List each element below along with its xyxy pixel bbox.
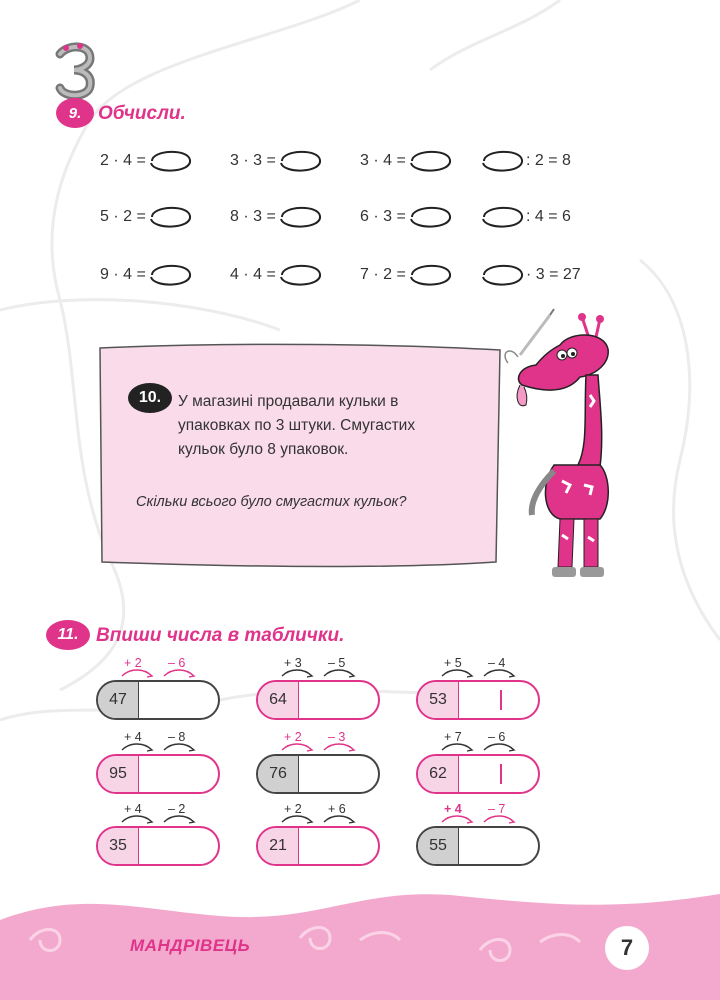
operation-2: – 7 [488,802,506,816]
start-number: 35 [98,828,139,864]
operation-2: – 6 [488,730,506,744]
task-11-title: Впиши числа в таблички. [96,625,345,646]
operation-2: – 4 [488,656,506,670]
equation [100,202,194,232]
operations-label [256,802,380,822]
answer-oval[interactable] [478,202,526,232]
page-number: 7 [605,926,649,970]
equation-text: 5 · 2 = [100,208,146,225]
operations-label [96,730,220,750]
operation-1: + 4 [124,802,142,816]
operations-label [256,656,380,676]
operation-2: – 5 [328,656,346,670]
equation-text: 8 · 3 = [230,208,276,225]
arrows [96,810,220,826]
task-10-number: 10. [138,389,162,406]
number-chain[interactable] [96,754,220,794]
operation-1: + 5 [444,656,462,670]
equation-text: : 2 = 8 [526,152,571,169]
operation-1: + 2 [284,730,302,744]
arrows [416,738,540,754]
operations-label [416,656,540,676]
arrows [256,738,380,754]
number-chain[interactable] [96,680,220,720]
start-number: 64 [258,682,299,718]
task-10-text [178,390,415,462]
answer-oval[interactable] [406,202,454,232]
equation [478,146,571,176]
start-number: 55 [418,828,459,864]
arrows [96,664,220,680]
operations-label [256,730,380,750]
task-10-line: упаковках по 3 штуки. Смугастих [178,417,416,434]
start-number: 62 [418,756,459,792]
equation [360,146,454,176]
number-chain[interactable] [416,826,540,866]
equation [360,202,454,232]
equation-text: : 4 = 6 [526,208,571,225]
start-number: 95 [98,756,139,792]
task-10-line: У магазині продавали кульки в [178,393,399,410]
operation-1: + 4 [124,730,142,744]
equation [478,260,581,290]
start-number: 47 [98,682,139,718]
operation-1: + 4 [444,802,462,816]
task-9-title: Обчисли. [98,103,186,124]
task-11-number: 11. [57,626,79,643]
operations-label [96,802,220,822]
equation [478,202,571,232]
answer-oval[interactable] [146,146,194,176]
answer-oval[interactable] [146,260,194,290]
equation [230,146,324,176]
task-10-badge [128,383,172,413]
cell-divider [500,690,502,710]
answer-oval[interactable] [276,202,324,232]
arrows [416,810,540,826]
number-chain[interactable] [416,680,540,720]
task-9-number: 9. [68,104,82,122]
operation-1: + 7 [444,730,462,744]
giraffe-illustration [500,305,620,585]
answer-oval[interactable] [478,146,526,176]
equation [360,260,454,290]
operation-2: + 6 [328,802,346,816]
publisher-logo: МАНДРІВЕЦЬ [130,936,251,955]
operation-2: – 2 [168,802,186,816]
equation-text: 3 · 3 = [230,152,276,169]
operations-label [96,656,220,676]
equation-text: 2 · 4 = [100,152,146,169]
operation-2: – 3 [328,730,346,744]
equation-text: 3 · 4 = [360,152,406,169]
arrows [416,664,540,680]
operation-1: + 3 [284,656,302,670]
equation-text: 6 · 3 = [360,208,406,225]
operation-1: + 2 [124,656,142,670]
equation [100,146,194,176]
equation [230,260,324,290]
equation-text: 9 · 4 = [100,266,146,283]
answer-oval[interactable] [406,260,454,290]
answer-oval[interactable] [478,260,526,290]
number-chain[interactable] [416,754,540,794]
task-9-badge [56,98,94,128]
operation-2: – 6 [168,656,186,670]
cell-divider [500,764,502,784]
equation [100,260,194,290]
task-11-badge [46,620,90,650]
answer-oval[interactable] [146,202,194,232]
operation-2: – 8 [168,730,186,744]
start-number: 53 [418,682,459,718]
answer-oval[interactable] [276,146,324,176]
number-chain[interactable] [256,754,380,794]
equation-text: · 3 = 27 [526,266,581,283]
arrows [256,810,380,826]
equation-text: 4 · 4 = [230,266,276,283]
arrows [256,664,380,680]
equation [230,202,324,232]
task-10-line: кульок було 8 упаковок. [178,441,349,458]
operation-1: + 2 [284,802,302,816]
start-number: 76 [258,756,299,792]
start-number: 21 [258,828,299,864]
number-chain[interactable] [256,680,380,720]
arrows [96,738,220,754]
task-10-question: Скільки всього було смугастих кульок? [136,494,407,510]
number-chain[interactable] [256,826,380,866]
operations-label [416,730,540,750]
operations-label [416,802,540,822]
task-9-mascot [50,40,100,105]
equation-text: 7 · 2 = [360,266,406,283]
answer-oval[interactable] [406,146,454,176]
answer-oval[interactable] [276,260,324,290]
number-chain[interactable] [96,826,220,866]
